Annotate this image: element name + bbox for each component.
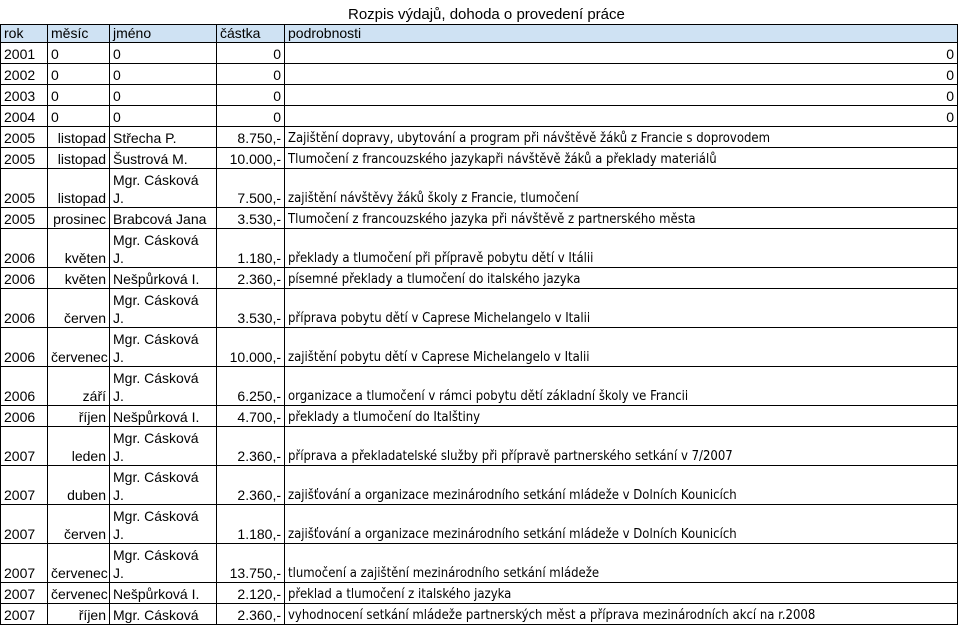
cell-castka: 3.530,- xyxy=(217,208,285,229)
cell-podrobnosti: 0 xyxy=(285,106,958,127)
table-row xyxy=(1,328,958,367)
cell-jmeno: Brabcová Jana xyxy=(110,208,217,229)
cell-podrobnosti: zajištění pobytu dětí v Caprese Michelangelo v Italii xyxy=(285,328,958,367)
cell-rok: 2006 xyxy=(1,367,48,406)
cell-mesic: červen xyxy=(48,289,110,328)
table-header-row xyxy=(1,25,958,43)
cell-podrobnosti: Tlumočení z francouzského jazyka při návštěvě z partnerského města xyxy=(285,208,958,229)
cell-podrobnosti: organizace a tlumočení v rámci pobytu dětí základní školy ve Francii xyxy=(285,367,958,406)
cell-rok: 2007 xyxy=(1,544,48,583)
cell-jmeno: Šustrová M. xyxy=(110,148,217,169)
cell-rok: 2006 xyxy=(1,268,48,289)
cell-podrobnosti: zajišťování a organizace mezinárodního setkání mládeže v Dolních Kounicích xyxy=(285,466,958,505)
cell-jmeno: Nešpůrková I. xyxy=(110,268,217,289)
cell-castka: 2.360,- xyxy=(217,268,285,289)
table-row xyxy=(1,583,958,604)
table-row xyxy=(1,43,958,64)
cell-podrobnosti: zajištění návštěvy žáků školy z Francie, tlumočení xyxy=(285,169,958,208)
table-row xyxy=(1,85,958,106)
cell-rok: 2005 xyxy=(1,148,48,169)
cell-jmeno: Mgr. Cásková J. xyxy=(110,466,217,505)
header-podrobnosti: podrobnosti xyxy=(285,25,958,43)
cell-castka: 0 xyxy=(217,85,285,106)
cell-mesic: září xyxy=(48,367,110,406)
cell-jmeno: 0 xyxy=(110,64,217,85)
cell-mesic: 0 xyxy=(48,106,110,127)
table-row xyxy=(1,106,958,127)
cell-jmeno: Střecha P. xyxy=(110,127,217,148)
table-row xyxy=(1,367,958,406)
cell-rok: 2007 xyxy=(1,604,48,625)
cell-castka: 2.360,- xyxy=(217,427,285,466)
cell-mesic: říjen xyxy=(48,604,110,625)
cell-jmeno: Mgr. Cásková J. xyxy=(110,289,217,328)
cell-jmeno: Mgr. Cásková J. xyxy=(110,169,217,208)
cell-jmeno: Mgr. Cásková J. xyxy=(110,367,217,406)
cell-jmeno: Mgr. Cásková J. xyxy=(110,544,217,583)
cell-castka: 2.360,- xyxy=(217,604,285,625)
table-row xyxy=(1,229,958,268)
cell-mesic: 0 xyxy=(48,85,110,106)
cell-castka: 4.700,- xyxy=(217,406,285,427)
cell-mesic: 0 xyxy=(48,64,110,85)
header-mesic: měsíc xyxy=(48,25,110,43)
cell-castka: 1.180,- xyxy=(217,505,285,544)
cell-mesic: květen xyxy=(48,229,110,268)
table-row xyxy=(1,505,958,544)
cell-mesic: listopad xyxy=(48,148,110,169)
cell-mesic: 0 xyxy=(48,43,110,64)
table-row xyxy=(1,148,958,169)
cell-podrobnosti: zajišťování a organizace mezinárodního setkání mládeže v Dolních Kounicích xyxy=(285,505,958,544)
table-row xyxy=(1,427,958,466)
cell-castka: 8.750,- xyxy=(217,127,285,148)
cell-mesic: květen xyxy=(48,268,110,289)
table-row xyxy=(1,466,958,505)
cell-podrobnosti: vyhodnocení setkání mládeže partnerských měst a příprava mezinárodních akcí na r.2008 xyxy=(285,604,958,625)
cell-jmeno: 0 xyxy=(110,43,217,64)
cell-rok: 2007 xyxy=(1,466,48,505)
cell-podrobnosti: 0 xyxy=(285,43,958,64)
cell-rok: 2006 xyxy=(1,289,48,328)
header-castka: částka xyxy=(217,25,285,43)
cell-podrobnosti: příprava pobytu dětí v Caprese Michelangelo v Italii xyxy=(285,289,958,328)
expense-table xyxy=(0,24,958,625)
cell-jmeno: Mgr. Cásková J. xyxy=(110,328,217,367)
cell-rok: 2005 xyxy=(1,208,48,229)
cell-mesic: červenec xyxy=(48,328,110,367)
cell-rok: 2007 xyxy=(1,505,48,544)
cell-castka: 10.000,- xyxy=(217,148,285,169)
cell-podrobnosti: překlady a tlumočení do Italštiny xyxy=(285,406,958,427)
cell-castka: 0 xyxy=(217,106,285,127)
cell-rok: 2006 xyxy=(1,406,48,427)
cell-jmeno: Mgr. Cásková J. xyxy=(110,505,217,544)
cell-mesic: prosinec xyxy=(48,208,110,229)
cell-mesic: červen xyxy=(48,505,110,544)
header-rok: rok xyxy=(1,25,48,43)
cell-mesic: listopad xyxy=(48,127,110,148)
cell-rok: 2001 xyxy=(1,43,48,64)
cell-castka: 7.500,- xyxy=(217,169,285,208)
cell-podrobnosti: překlady a tlumočení při přípravě pobytu dětí v Itálii xyxy=(285,229,958,268)
cell-rok: 2004 xyxy=(1,106,48,127)
cell-castka: 3.530,- xyxy=(217,289,285,328)
cell-castka: 2.360,- xyxy=(217,466,285,505)
cell-podrobnosti: 0 xyxy=(285,64,958,85)
cell-jmeno: Nešpůrková I. xyxy=(110,406,217,427)
cell-podrobnosti: 0 xyxy=(285,85,958,106)
table-row xyxy=(1,64,958,85)
cell-mesic: duben xyxy=(48,466,110,505)
table-row xyxy=(1,406,958,427)
cell-jmeno: Mgr. Cásková J. xyxy=(110,229,217,268)
cell-castka: 2.120,- xyxy=(217,583,285,604)
cell-rok: 2006 xyxy=(1,328,48,367)
cell-podrobnosti: Zajištění dopravy, ubytování a program při návštěvě žáků z Francie s doprovodem xyxy=(285,127,958,148)
cell-mesic: říjen xyxy=(48,406,110,427)
header-jmeno: jméno xyxy=(110,25,217,43)
table-row xyxy=(1,289,958,328)
cell-podrobnosti: písemné překlady a tlumočení do italského jazyka xyxy=(285,268,958,289)
cell-castka: 0 xyxy=(217,64,285,85)
table-row xyxy=(1,208,958,229)
cell-castka: 0 xyxy=(217,43,285,64)
cell-mesic: červenec xyxy=(48,583,110,604)
cell-rok: 2003 xyxy=(1,85,48,106)
cell-castka: 13.750,- xyxy=(217,544,285,583)
cell-podrobnosti: tlumočení a zajištění mezinárodního setkání mládeže xyxy=(285,544,958,583)
cell-mesic: leden xyxy=(48,427,110,466)
table-row xyxy=(1,169,958,208)
table-row xyxy=(1,268,958,289)
cell-jmeno: Mgr. Cásková xyxy=(110,604,217,625)
table-row xyxy=(1,604,958,625)
cell-jmeno: Mgr. Cásková J. xyxy=(110,427,217,466)
cell-rok: 2007 xyxy=(1,427,48,466)
cell-podrobnosti: Tlumočení z francouzského jazykapři návštěvě žáků a překlady materiálů xyxy=(285,148,958,169)
cell-rok: 2006 xyxy=(1,229,48,268)
cell-podrobnosti: překlad a tlumočení z italského jazyka xyxy=(285,583,958,604)
cell-rok: 2005 xyxy=(1,127,48,148)
cell-jmeno: 0 xyxy=(110,106,217,127)
cell-rok: 2005 xyxy=(1,169,48,208)
cell-jmeno: 0 xyxy=(110,85,217,106)
cell-castka: 1.180,- xyxy=(217,229,285,268)
cell-rok: 2007 xyxy=(1,583,48,604)
cell-mesic: červenec xyxy=(48,544,110,583)
cell-castka: 10.000,- xyxy=(217,328,285,367)
table-body xyxy=(1,43,958,625)
table-row xyxy=(1,544,958,583)
cell-jmeno: Nešpůrková I. xyxy=(110,583,217,604)
cell-rok: 2002 xyxy=(1,64,48,85)
cell-mesic: listopad xyxy=(48,169,110,208)
table-row xyxy=(1,127,958,148)
cell-podrobnosti: příprava a překladatelské služby při přípravě partnerského setkání v 7/2007 xyxy=(285,427,958,466)
cell-castka: 6.250,- xyxy=(217,367,285,406)
